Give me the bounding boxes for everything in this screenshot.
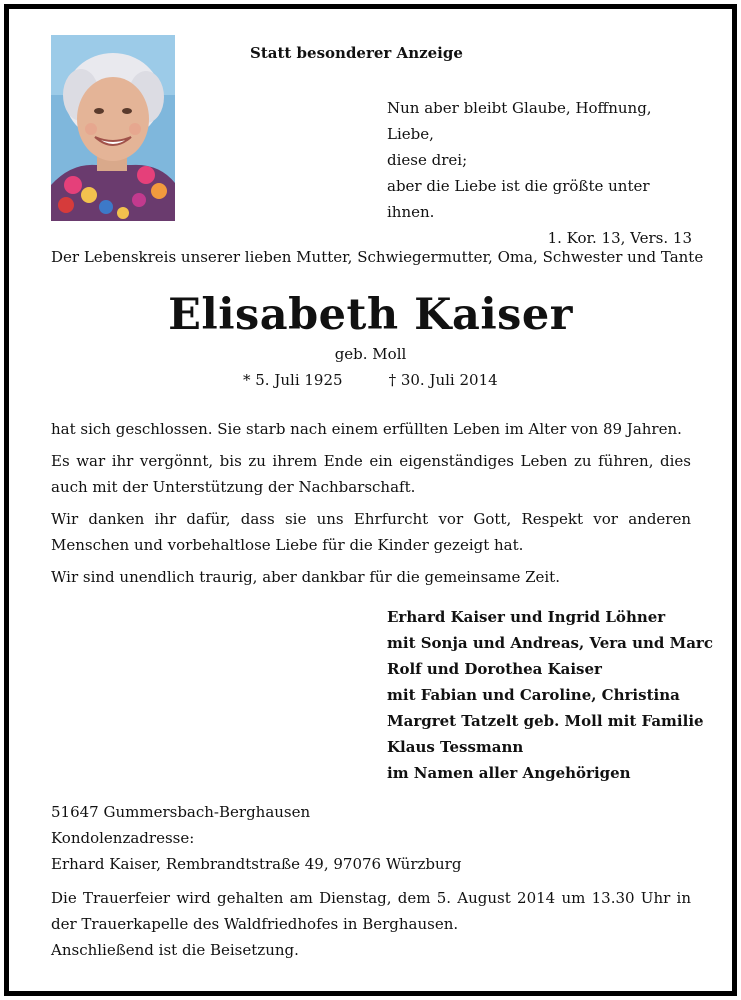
quote-line: Nun aber bleibt Glaube, Hoffnung, Liebe, (387, 99, 652, 143)
notice-heading: Statt besonderer Anzeige (250, 44, 463, 62)
condolence-label: Kondolenzadresse: (51, 829, 195, 847)
family-line: mit Fabian und Caroline, Christina (387, 686, 680, 704)
burial-info: Anschließend ist die Beisetzung. (51, 941, 299, 959)
family-line: mit Sonja und Andreas, Vera und Marc (387, 634, 713, 652)
body-paragraph: Wir danken ihr dafür, dass sie uns Ehrfurcht vor Gott, Respekt vor anderen Menschen und vorbehaltlose Liebe für die Kinder gezeigt hat. (51, 510, 691, 554)
deceased-name: Elisabeth Kaiser (168, 290, 573, 340)
family-line: Margret Tatzelt geb. Moll mit Familie (387, 712, 704, 730)
family-signatures (387, 604, 713, 786)
body-text (51, 416, 691, 596)
quote-reference: 1. Kor. 13, Vers. 13 (547, 229, 692, 247)
ceremony-info: Die Trauerfeier wird gehalten am Dienstag, dem 5. August 2014 um 13.30 Uhr in der Trauerkapelle des Waldfriedhofes in Berghausen. (51, 889, 691, 933)
bible-quote (387, 95, 692, 251)
body-paragraph: Wir sind unendlich traurig, aber dankbar für die gemeinsame Zeit. (51, 568, 560, 586)
life-dates (243, 371, 498, 389)
maiden-name: geb. Moll (334, 345, 407, 363)
family-line: Rolf und Dorothea Kaiser (387, 660, 602, 678)
condolence-address: Erhard Kaiser, Rembrandtstraße 49, 97076 Würzburg (51, 855, 462, 873)
portrait-illustration (51, 35, 175, 221)
body-paragraph: hat sich geschlossen. Sie starb nach einem erfüllten Leben im Alter von 89 Jahren. (51, 420, 682, 438)
place: 51647 Gummersbach-Berghausen (51, 803, 311, 821)
footer-info (51, 799, 691, 963)
intro-text: Der Lebenskreis unserer lieben Mutter, Schwiegermutter, Oma, Schwester und Tante (51, 248, 704, 266)
quote-line: aber die Liebe ist die größte unter ihnen. (387, 177, 650, 221)
quote-line: diese drei; (387, 151, 468, 169)
portrait-photo (51, 35, 175, 221)
death-date: † 30. Juli 2014 (388, 371, 498, 389)
family-line: Erhard Kaiser und Ingrid Löhner (387, 608, 666, 626)
birth-date: * 5. Juli 1925 (243, 371, 343, 389)
family-line: im Namen aller Angehörigen (387, 764, 631, 782)
family-line: Klaus Tessmann (387, 738, 524, 756)
body-paragraph: Es war ihr vergönnt, bis zu ihrem Ende ein eigenständiges Leben zu führen, dies auch mit der Unterstützung der Nachbarschaft. (51, 452, 691, 496)
